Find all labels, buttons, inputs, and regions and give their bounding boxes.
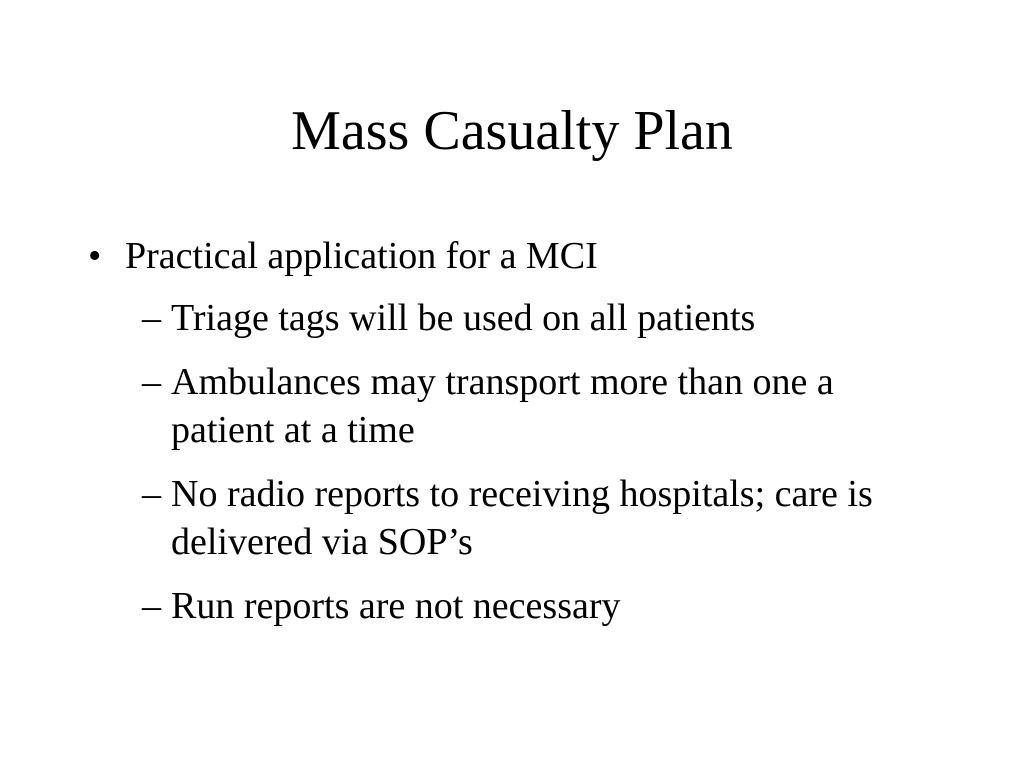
sub-bullet-text: Triage tags will be used on all patients <box>171 297 756 339</box>
sub-bullet-item <box>0 358 1024 454</box>
sub-bullet-marker: – <box>142 361 161 403</box>
sub-bullet-item <box>0 470 1024 566</box>
sub-bullet-item <box>0 294 1024 342</box>
bullet-marker: • <box>88 235 102 277</box>
sub-bullet-marker: – <box>142 585 161 627</box>
sub-bullet-list <box>0 294 1024 646</box>
sub-bullet-text: Ambulances may transport more than one a patient at a time <box>171 361 834 451</box>
bullet-text: Practical application for a MCI <box>125 235 598 277</box>
sub-bullet-text: Run reports are not necessary <box>171 585 621 627</box>
sub-bullet-marker: – <box>142 297 161 339</box>
slide-title: Mass Casualty Plan <box>291 100 733 162</box>
sub-bullet-marker: – <box>142 473 161 515</box>
bullet-item <box>0 232 1024 280</box>
bullet-list <box>0 232 1024 280</box>
sub-bullet-item <box>0 582 1024 630</box>
sub-bullet-text: No radio reports to receiving hospitals; care is delivered via SOP’s <box>171 473 873 563</box>
